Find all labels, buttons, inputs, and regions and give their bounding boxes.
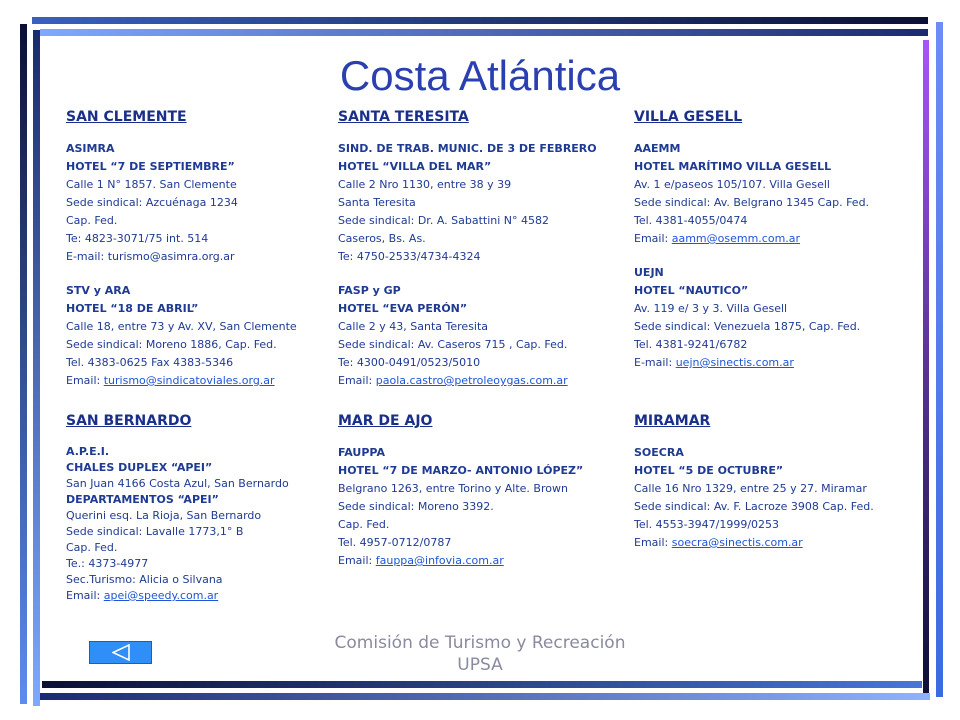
org-name: FAUPPA: [338, 446, 385, 459]
org-name: AAEMM: [634, 142, 681, 155]
union-office: Sede sindical: Moreno 1886, Cap. Fed.: [66, 338, 277, 351]
footer-line-1: Comisión de Turismo y Recreación: [334, 633, 626, 653]
hotel-name: DEPARTAMENTOS “APEI”: [66, 493, 219, 506]
section-heading: SANTA TERESITA: [338, 109, 469, 125]
union-office: Sede sindical: Venezuela 1875, Cap. Fed.: [634, 320, 861, 333]
city: Cap. Fed.: [338, 518, 390, 531]
org-name: SOECRA: [634, 446, 684, 459]
section-heading: MAR DE AJO: [338, 413, 433, 429]
hotel-name: HOTEL “NAUTICO”: [634, 284, 749, 297]
email-label: Email:: [634, 232, 672, 245]
left-triangle-icon: [112, 644, 130, 661]
address: Av. 1 e/paseos 105/107. Villa Gesell: [634, 178, 830, 191]
address: Calle 2 Nro 1130, entre 38 y 39: [338, 178, 512, 191]
address: San Juan 4166 Costa Azul, San Bernardo: [66, 477, 289, 490]
page-title: Costa Atlántica: [339, 52, 621, 99]
section-san-clemente: [66, 108, 356, 390]
section-mar-de-ajo: [338, 412, 628, 570]
section-heading: MIRAMAR: [634, 413, 711, 429]
contact: Sec.Turismo: Alicia o Silvana: [66, 573, 223, 586]
section-santa-teresita: [338, 108, 628, 390]
hotel-name: HOTEL “VILLA DEL MAR”: [338, 160, 492, 173]
org-name: ASIMRA: [66, 142, 115, 155]
section-villa-gesell: [634, 108, 924, 372]
email-text: E-mail: turismo@asimra.org.ar: [66, 250, 235, 263]
city: Cap. Fed.: [66, 214, 118, 227]
footer: [300, 632, 660, 676]
address: Belgrano 1263, entre Torino y Alte. Brown: [338, 482, 568, 495]
email-label: Email:: [634, 536, 672, 549]
top-border-bar: [32, 17, 928, 24]
phone: Te: 4300-0491/0523/5010: [338, 356, 481, 369]
hotel-name: HOTEL “EVA PERÓN”: [338, 302, 468, 315]
org-name: UEJN: [634, 266, 664, 279]
bottom-border-bar: [42, 681, 922, 688]
back-button[interactable]: [89, 641, 152, 664]
footer-line-2: UPSA: [457, 655, 503, 675]
section-heading: SAN BERNARDO: [66, 413, 192, 429]
section-heading: SAN CLEMENTE: [66, 109, 187, 125]
phone: Tel. 4381-9241/6782: [634, 338, 748, 351]
union-office: Sede sindical: Moreno 3392.: [338, 500, 494, 513]
phone: Tel. 4383-0625 Fax 4383-5346: [66, 356, 234, 369]
union-office: Sede sindical: Azcuénaga 1234: [66, 196, 238, 209]
phone: Te: 4823-3071/75 int. 514: [66, 232, 209, 245]
city: Cap. Fed.: [66, 541, 118, 554]
email-link[interactable]: soecra@sinectis.com.ar: [671, 536, 803, 549]
email-label: Email:: [338, 554, 376, 567]
left-border-bar: [20, 24, 27, 704]
phone: Tel. 4553-3947/1999/0253: [634, 518, 780, 531]
address: Calle 18, entre 73 y Av. XV, San Clemente: [66, 320, 297, 333]
hotel-name: HOTEL “7 DE MARZO- ANTONIO LÓPEZ”: [338, 464, 584, 477]
union-office: Sede sindical: Lavalle 1773,1° B: [66, 525, 244, 538]
phone: Te: 4750-2533/4734-4324: [338, 250, 481, 263]
org-name: STV y ARA: [66, 284, 131, 297]
org-name: FASP y GP: [338, 284, 401, 297]
address: Calle 16 Nro 1329, entre 25 y 27. Miramar: [634, 482, 867, 495]
bottom-border-bar-outer: [40, 693, 930, 700]
hotel-name: HOTEL “18 DE ABRIL”: [66, 302, 199, 315]
hotel-name: HOTEL “7 DE SEPTIEMBRE”: [66, 160, 235, 173]
email-link[interactable]: uejn@sinectis.com.ar: [675, 356, 794, 369]
union-office: Sede sindical: Dr. A. Sabattini N° 4582: [338, 214, 550, 227]
top-border-bar-inner: [40, 29, 928, 36]
email-link[interactable]: aamm@osemm.com.ar: [671, 232, 801, 245]
email-label: E-mail:: [634, 356, 676, 369]
phone: Te.: 4373-4977: [66, 557, 149, 570]
phone: Tel. 4381-4055/0474: [634, 214, 748, 227]
address: Calle 2 y 43, Santa Teresita: [338, 320, 489, 333]
email-link[interactable]: paola.castro@petroleoygas.com.ar: [375, 374, 568, 387]
hotel-name: HOTEL MARÍTIMO VILLA GESELL: [634, 160, 832, 173]
email-link[interactable]: turismo@sindicatoviales.org.ar: [103, 374, 275, 387]
hotel-name: HOTEL “5 DE OCTUBRE”: [634, 464, 784, 477]
section-san-bernardo: [66, 412, 356, 604]
union-office: Sede sindical: Av. Caseros 715 , Cap. Fed.: [338, 338, 568, 351]
email-link[interactable]: apei@speedy.com.ar: [103, 589, 219, 602]
union-office: Sede sindical: Av. Belgrano 1345 Cap. Fed.: [634, 196, 870, 209]
email-label: Email:: [66, 374, 104, 387]
org-name: SIND. DE TRAB. MUNIC. DE 3 DE FEBRERO: [338, 142, 597, 155]
email-link[interactable]: fauppa@infovia.com.ar: [375, 554, 504, 567]
hotel-name: CHALES DUPLEX “APEI”: [66, 461, 213, 474]
email-label: Email:: [66, 589, 104, 602]
address: Av. 119 e/ 3 y 3. Villa Gesell: [634, 302, 788, 315]
address: Querini esq. La Rioja, San Bernardo: [66, 509, 262, 522]
phone: Tel. 4957-0712/0787: [338, 536, 452, 549]
left-border-bar-inner: [33, 30, 40, 706]
email-label: Email:: [338, 374, 376, 387]
section-miramar: [634, 412, 924, 552]
city: Caseros, Bs. As.: [338, 232, 426, 245]
org-name: A.P.E.I.: [66, 445, 110, 458]
union-office: Sede sindical: Av. F. Lacroze 3908 Cap. Fed.: [634, 500, 874, 513]
address: Calle 1 N° 1857. San Clemente: [66, 178, 237, 191]
right-border-bar: [936, 22, 943, 697]
city: Santa Teresita: [338, 196, 416, 209]
section-heading: VILLA GESELL: [634, 109, 743, 125]
